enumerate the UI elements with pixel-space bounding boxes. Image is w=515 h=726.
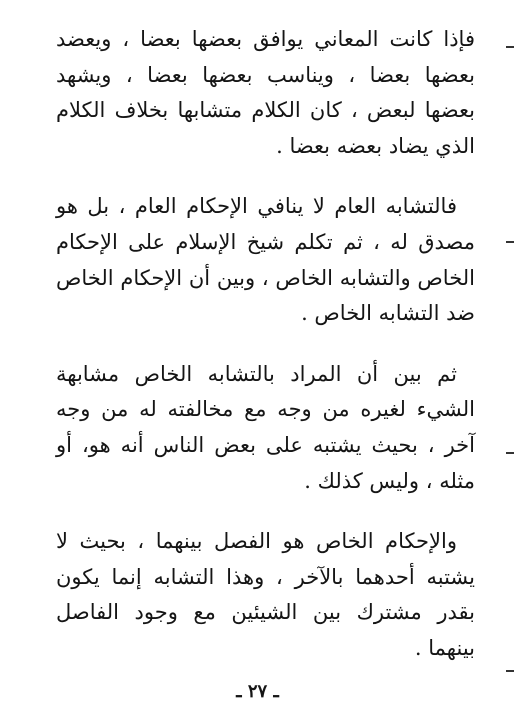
page-number: ـ ٢٧ ـ bbox=[236, 681, 279, 702]
paragraph-2: فالتشابه العام لا ينافي الإحكام العام ، بل هو مصدق له ، ثم تكلم شيخ الإسلام على الإحكام الخاص والتشابه الخاص ، وبين أن الإحكام الخاص ضد التشابه الخاص . bbox=[56, 194, 475, 326]
paragraph-1: فإذا كانت المعاني يوافق بعضها بعضا ، ويعضد بعضها بعضا ، ويناسب بعضها بعضا ، ويشهد بعضها لبعض ، كان الكلام متشابها بخلاف الكلام الذي يضاد بعضه بعضا . bbox=[56, 27, 475, 158]
scan-mark bbox=[506, 46, 514, 48]
scan-mark bbox=[506, 241, 514, 243]
paragraph-4: والإحكام الخاص هو الفصل بينهما ، بحيث لا يشتبه أحدهما بالآخر ، وهذا التشابه إنما يكون بقدر مشترك بين الشيئين مع وجود الفاصل بينهما . bbox=[56, 529, 475, 660]
main-text bbox=[56, 22, 475, 692]
paragraph-3: ثم بين أن المراد بالتشابه الخاص مشابهة الشيء لغيره من وجه مع مخالفته له من وجه آخر ، بحيث يشتبه على بعض الناس أنه هو، أو مثله ، وليس كذلك . bbox=[56, 361, 475, 493]
scan-mark bbox=[506, 452, 514, 454]
scan-mark bbox=[506, 670, 514, 672]
